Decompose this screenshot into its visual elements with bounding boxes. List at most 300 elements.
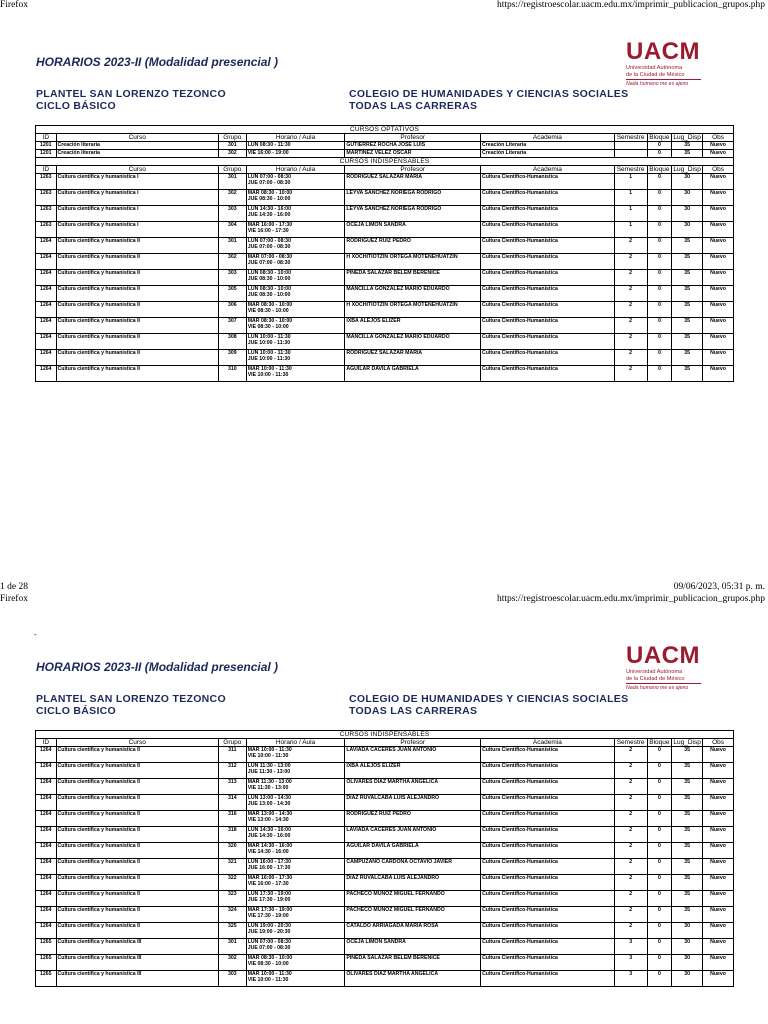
cell-semestre — [614, 859, 647, 875]
cell-grupo-text: 321 — [228, 859, 237, 865]
cell-lug-disp-text: 30 — [684, 206, 691, 212]
cell-horario-text: VIE 16:00 - 19:00 — [247, 150, 289, 156]
table-row — [36, 827, 734, 843]
cell-lug-disp-text: 35 — [684, 302, 691, 308]
cell-bloque — [647, 334, 672, 350]
cell-curso — [56, 318, 218, 334]
cell-grupo — [218, 350, 246, 366]
cell-grupo — [218, 190, 246, 206]
cell-semestre — [614, 827, 647, 843]
cell-grupo — [218, 763, 246, 779]
cell-curso — [56, 971, 218, 987]
cell-bloque-text: 0 — [657, 174, 661, 180]
cell-academia-text: Cultura Científico-Humanística — [482, 763, 558, 769]
table-row — [36, 302, 734, 318]
cell-curso — [56, 286, 218, 302]
cell-horario-text: VIE 13:00 - 14:30 — [247, 817, 289, 823]
cell-academia-text: Cultura Científico-Humanística — [482, 254, 558, 260]
table-row — [36, 286, 734, 302]
table-row — [36, 142, 734, 150]
cell-profesor-text: AGUILAR DAVILA GABRIELA — [346, 366, 419, 372]
cell-profesor-text: MARTINEZ VELEZ OSCAR — [346, 150, 412, 156]
cell-id-text: 1264 — [40, 875, 52, 881]
cell-lug-disp-text: 35 — [684, 891, 691, 897]
cell-bloque — [647, 206, 672, 222]
cell-horario-text: JUE 10:00 - 11:30 — [247, 356, 291, 362]
table-row — [36, 366, 734, 382]
cell-horario — [246, 923, 345, 939]
cell-academia — [481, 747, 615, 763]
cell-bloque — [647, 150, 672, 158]
table-row — [36, 174, 734, 190]
cell-horario-text: VIE 08:30 - 10:00 — [247, 308, 289, 314]
cell-horario — [246, 190, 345, 206]
cell-bloque-text: 0 — [657, 747, 661, 753]
cell-horario-text: MAR 10:00 - 11:30 — [247, 366, 292, 372]
cell-horario-text: VIE 08:30 - 10:00 — [247, 324, 289, 330]
cell-academia-text: Cultura Científico-Humanística — [482, 955, 558, 961]
column-header: Lug_Disp — [673, 739, 701, 746]
cell-grupo — [218, 222, 246, 238]
page-url[interactable]: https://registroescolar.uacm.edu.mx/imprimir_publicacion_grupos.php — [496, 0, 765, 10]
cell-grupo-text: 308 — [228, 334, 237, 340]
cell-lug-disp — [672, 827, 703, 843]
cell-grupo — [218, 875, 246, 891]
column-header: Lug_Disp — [673, 166, 701, 173]
cell-horario-text: VIE 08:30 - 10:00 — [247, 961, 289, 967]
cell-horario-text: JUE 08:30 - 10:00 — [247, 292, 291, 298]
cell-semestre-text: 3 — [629, 939, 633, 945]
cell-lug-disp — [672, 334, 703, 350]
cell-horario-text: VIE 10:00 - 11:30 — [247, 753, 289, 759]
page-count: 1 de 28 — [0, 582, 28, 592]
cell-bloque-text: 0 — [657, 843, 661, 849]
cell-obs-text: Nuevo — [710, 827, 726, 833]
cell-semestre-text: 2 — [629, 811, 633, 817]
cell-curso — [56, 923, 218, 939]
cell-horario-text: MAR 10:00 - 11:30 — [247, 747, 292, 753]
cell-obs-text: Nuevo — [710, 174, 726, 180]
cell-profesor-text: MANCILLA GONZALEZ MARIO EDUARDO — [346, 286, 450, 292]
cell-bloque — [647, 350, 672, 366]
cell-id — [36, 907, 57, 923]
cell-semestre-text: 1 — [629, 222, 633, 228]
cell-grupo-text: 312 — [228, 763, 237, 769]
cell-profesor-text: PACHECO MUÑOZ MIGUEL FERNANDO — [346, 891, 445, 897]
cell-lug-disp — [672, 795, 703, 811]
cell-id — [36, 222, 57, 238]
cell-semestre-text: 2 — [629, 875, 633, 881]
cell-lug-disp-text: 35 — [684, 238, 691, 244]
cell-id-text: 1264 — [40, 843, 52, 849]
cell-academia — [481, 270, 615, 286]
cell-curso-text: Cultura científica y humanística II — [57, 254, 140, 260]
cell-profesor-text: IXBA ALEJOS ELIZER — [346, 763, 401, 769]
cell-profesor — [345, 174, 481, 190]
cell-curso-text: Cultura científica y humanística I — [57, 206, 139, 212]
cell-semestre — [614, 955, 647, 971]
cell-semestre-text: 2 — [629, 763, 633, 769]
cell-bloque-text: 0 — [657, 923, 661, 929]
cell-bloque — [647, 286, 672, 302]
cell-id — [36, 174, 57, 190]
cell-curso — [56, 222, 218, 238]
browser-name-2: Firefox — [0, 594, 28, 604]
cell-curso-text: Cultura científica y humanística II — [57, 779, 140, 785]
cell-profesor-text: PINEDA SALAZAR BELEM BERENICE — [346, 955, 440, 961]
column-header: ID — [36, 739, 57, 747]
cell-obs-text: Nuevo — [710, 875, 726, 881]
cell-bloque — [647, 142, 672, 150]
cell-lug-disp — [672, 875, 703, 891]
cell-academia-text: Cultura Científico-Humanística — [482, 971, 558, 977]
cell-id — [36, 334, 57, 350]
cell-id — [36, 150, 57, 158]
cell-semestre-text: 1 — [629, 206, 633, 212]
cell-horario — [246, 142, 345, 150]
cell-curso — [56, 907, 218, 923]
column-header: Semestre — [614, 166, 647, 174]
cell-bloque — [647, 366, 672, 382]
cell-id-text: 1264 — [40, 350, 52, 356]
cell-grupo-text: 307 — [228, 318, 237, 324]
cell-semestre — [614, 150, 647, 158]
cell-grupo-text: 320 — [228, 843, 237, 849]
cell-horario-text: MAR 14:30 - 16:00 — [247, 843, 293, 849]
section-header — [36, 731, 734, 739]
cell-obs — [703, 939, 734, 955]
cell-horario — [246, 859, 345, 875]
column-header: Profesor — [345, 134, 481, 142]
cell-grupo — [218, 254, 246, 270]
cell-grupo — [218, 302, 246, 318]
cell-lug-disp — [672, 190, 703, 206]
cell-academia — [481, 843, 615, 859]
cell-horario-text: JUE 07:00 - 08:30 — [247, 260, 291, 266]
cell-id — [36, 939, 57, 955]
cell-id — [36, 350, 57, 366]
cell-profesor — [345, 254, 481, 270]
cell-horario-text: LUN 16:00 - 17:30 — [247, 859, 291, 865]
cell-curso-text: Creación literaria — [57, 150, 100, 156]
cell-academia-text: Cultura Científico-Humanística — [482, 222, 558, 228]
cell-obs — [703, 779, 734, 795]
cell-curso-text: Cultura científica y humanística I — [57, 190, 139, 196]
table-row — [36, 939, 734, 955]
cell-academia-text: Cultura Científico-Humanística — [482, 811, 558, 817]
cell-academia — [481, 150, 615, 158]
cell-id — [36, 795, 57, 811]
cell-profesor-text: OLIVARES DIAZ MARTHA ANGELICA — [346, 779, 439, 785]
cell-profesor — [345, 779, 481, 795]
cell-academia-text: Creación Literaria — [482, 150, 527, 156]
cell-horario-text: LUN 14:30 - 16:00 — [247, 206, 291, 212]
cell-bloque — [647, 222, 672, 238]
cell-horario-text: VIE 10:00 - 11:30 — [247, 372, 289, 378]
cell-bloque-text: 0 — [657, 206, 661, 212]
cell-bloque-text: 0 — [657, 150, 661, 156]
cell-curso — [56, 254, 218, 270]
cell-grupo — [218, 811, 246, 827]
logo-line1-2: Universidad Autónoma — [626, 669, 683, 675]
column-header: Obs — [703, 166, 734, 174]
cell-semestre — [614, 939, 647, 955]
colegio-block-2 — [349, 694, 628, 717]
cell-academia — [481, 206, 615, 222]
cell-academia — [481, 350, 615, 366]
cell-profesor — [345, 891, 481, 907]
cell-grupo — [218, 891, 246, 907]
cell-bloque-text: 0 — [657, 811, 661, 817]
column-header: ID — [36, 166, 57, 174]
cell-horario — [246, 150, 345, 158]
cell-semestre — [614, 286, 647, 302]
cell-academia-text: Cultura Científico-Humanística — [482, 843, 558, 849]
cell-academia — [481, 190, 615, 206]
cell-lug-disp-text: 30 — [684, 939, 691, 945]
cell-horario-text: JUE 14:30 - 16:00 — [247, 833, 291, 839]
cell-obs — [703, 150, 734, 158]
cell-academia-text: Cultura Científico-Humanística — [482, 270, 558, 276]
cell-profesor-text: IXBA ALEJOS ELIZER — [346, 318, 401, 324]
cell-semestre-text: 2 — [629, 270, 633, 276]
cell-id-text: 1264 — [40, 747, 52, 753]
table-row — [36, 206, 734, 222]
cell-academia — [481, 891, 615, 907]
cell-horario-text: JUE 14:30 - 16:00 — [247, 212, 291, 218]
cell-academia-text: Cultura Científico-Humanística — [482, 875, 558, 881]
column-header: Horario / Aula — [246, 739, 345, 747]
cell-obs-text: Nuevo — [710, 142, 726, 148]
cell-grupo-text: 313 — [228, 779, 237, 785]
column-header-row — [36, 739, 734, 747]
cell-id — [36, 190, 57, 206]
cell-horario — [246, 763, 345, 779]
logo-rule-2 — [626, 683, 701, 684]
cell-profesor-text: H XOCHITIOTZIN ORTEGA MOTENEHUATZIN — [346, 302, 458, 308]
cell-profesor-text: LEYVA SANCHEZ NORIEGA RODRIGO — [346, 206, 442, 212]
cell-lug-disp — [672, 350, 703, 366]
cell-bloque-text: 0 — [657, 971, 661, 977]
cell-lug-disp — [672, 779, 703, 795]
ciclo-name: CICLO BÁSICO — [36, 99, 117, 112]
cell-obs — [703, 891, 734, 907]
logo-rule — [626, 79, 701, 80]
cell-lug-disp-text: 35 — [684, 270, 691, 276]
cell-id-text: 1265 — [40, 971, 52, 977]
cell-id — [36, 763, 57, 779]
cell-id-text: 1201 — [40, 150, 52, 156]
section-title: CURSOS INDISPENSABLES — [36, 158, 734, 166]
table-row — [36, 907, 734, 923]
column-header: Grupo — [218, 166, 246, 174]
cell-horario-text: JUE 13:00 - 14:30 — [247, 801, 291, 807]
cell-profesor — [345, 286, 481, 302]
column-header: Horario / Aula — [246, 166, 345, 174]
cell-horario-text: LUN 11:30 - 13:00 — [247, 763, 291, 769]
cell-obs-text: Nuevo — [710, 190, 726, 196]
cell-lug-disp-text: 30 — [684, 955, 691, 961]
cell-curso — [56, 142, 218, 150]
cell-grupo — [218, 827, 246, 843]
page-url-2[interactable]: https://registroescolar.uacm.edu.mx/imprimir_publicacion_grupos.php — [496, 594, 765, 604]
cell-horario — [246, 843, 345, 859]
cell-curso — [56, 206, 218, 222]
cell-profesor — [345, 366, 481, 382]
cell-id — [36, 286, 57, 302]
cell-id-text: 1264 — [40, 779, 52, 785]
table-row — [36, 222, 734, 238]
cell-horario — [246, 795, 345, 811]
cell-obs — [703, 206, 734, 222]
cell-academia — [481, 827, 615, 843]
cell-horario-text: MAR 16:00 - 17:30 — [247, 222, 293, 228]
cell-academia-text: Cultura Científico-Humanística — [482, 350, 558, 356]
cell-semestre-text: 2 — [629, 779, 633, 785]
cell-grupo — [218, 334, 246, 350]
cell-grupo — [218, 747, 246, 763]
cell-profesor — [345, 971, 481, 987]
cell-lug-disp-text: 35 — [684, 907, 691, 913]
cell-grupo-text: 302 — [228, 150, 237, 156]
cell-bloque — [647, 795, 672, 811]
cell-academia — [481, 763, 615, 779]
uacm-logo-2 — [626, 644, 706, 691]
cell-id-text: 1264 — [40, 923, 52, 929]
cell-academia-text: Cultura Científico-Humanística — [482, 795, 558, 801]
cell-horario-text: VIE 11:30 - 13:00 — [247, 785, 289, 791]
cell-id-text: 1265 — [40, 955, 52, 961]
colegio-name: COLEGIO DE HUMANIDADES Y CIENCIAS SOCIALES — [349, 88, 629, 100]
cell-horario-text: MAR 08:30 - 10:00 — [247, 302, 293, 308]
cell-horario — [246, 875, 345, 891]
cell-semestre-text: 2 — [629, 843, 633, 849]
cell-academia — [481, 286, 615, 302]
cell-profesor — [345, 843, 481, 859]
cell-profesor-text: RODRIGUEZ SALAZAR MARIA — [346, 174, 423, 180]
cell-curso — [56, 811, 218, 827]
column-header: Horario / Aula — [246, 134, 345, 142]
cell-id — [36, 142, 57, 150]
cell-curso-text: Cultura científica y humanística II — [57, 302, 140, 308]
cell-academia — [481, 971, 615, 987]
cell-profesor — [345, 811, 481, 827]
cell-grupo — [218, 270, 246, 286]
table-row — [36, 779, 734, 795]
cell-id-text: 1264 — [40, 254, 52, 260]
cell-profesor-text: LEYVA SANCHEZ NORIEGA RODRIGO — [346, 190, 442, 196]
cell-bloque-text: 0 — [657, 827, 661, 833]
cell-curso-text: Cultura científica y humanística II — [57, 859, 140, 865]
cell-horario-text: MAR 11:30 - 13:00 — [247, 779, 292, 785]
cell-horario — [246, 971, 345, 987]
cell-grupo — [218, 238, 246, 254]
cell-obs-text: Nuevo — [710, 939, 726, 945]
cell-curso — [56, 334, 218, 350]
cell-obs — [703, 222, 734, 238]
cell-curso-text: Cultura científica y humanística III — [57, 939, 142, 945]
cell-obs — [703, 238, 734, 254]
cell-semestre — [614, 811, 647, 827]
cell-obs-text: Nuevo — [710, 971, 726, 977]
cell-lug-disp-text: 35 — [684, 366, 691, 372]
cell-horario-text: MAR 08:30 - 10:00 — [247, 955, 293, 961]
table-row — [36, 254, 734, 270]
cell-curso — [56, 302, 218, 318]
cell-lug-disp-text: 30 — [684, 190, 691, 196]
cell-lug-disp-text: 35 — [684, 254, 691, 260]
column-header: Profesor — [345, 166, 481, 174]
cell-lug-disp-text: 35 — [684, 859, 691, 865]
cell-bloque — [647, 238, 672, 254]
column-header: Semestre — [614, 134, 647, 142]
cell-grupo-text: 303 — [228, 971, 237, 977]
cell-semestre — [614, 747, 647, 763]
cell-obs-text: Nuevo — [710, 222, 726, 228]
cell-horario-text: MAR 16:00 - 17:30 — [247, 875, 293, 881]
cell-obs — [703, 174, 734, 190]
cell-curso — [56, 827, 218, 843]
cell-academia-text: Cultura Científico-Humanística — [482, 366, 558, 372]
cell-profesor-text: DIAZ RUVALCABA LUIS ALEJANDRO — [346, 875, 439, 881]
cell-lug-disp — [672, 222, 703, 238]
cell-lug-disp — [672, 206, 703, 222]
cell-id-text: 1264 — [40, 302, 52, 308]
cell-lug-disp-text: 35 — [684, 150, 691, 156]
cell-grupo — [218, 150, 246, 158]
cell-academia — [481, 875, 615, 891]
cell-id-text: 1263 — [40, 222, 52, 228]
cell-bloque — [647, 843, 672, 859]
cell-grupo — [218, 971, 246, 987]
cell-curso-text: Cultura científica y humanística II — [57, 923, 140, 929]
table-row — [36, 334, 734, 350]
cell-semestre-text: 3 — [629, 971, 633, 977]
column-header: Grupo — [218, 134, 246, 142]
cell-grupo-text: 303 — [228, 270, 237, 276]
cell-lug-disp-text: 35 — [684, 142, 691, 148]
logo-motto-2: Nada humano me es ajeno — [626, 685, 689, 692]
cell-id — [36, 206, 57, 222]
cell-profesor — [345, 795, 481, 811]
cell-profesor-text: LAVIADA CACERES JUAN ANTONIO — [346, 747, 437, 753]
cell-grupo-text: 305 — [228, 286, 237, 292]
cell-lug-disp-text: 35 — [684, 350, 691, 356]
cell-curso — [56, 238, 218, 254]
cell-bloque — [647, 174, 672, 190]
cell-semestre — [614, 238, 647, 254]
cell-academia — [481, 779, 615, 795]
cell-obs-text: Nuevo — [710, 907, 726, 913]
cell-bloque — [647, 747, 672, 763]
cell-horario — [246, 955, 345, 971]
cell-bloque-text: 0 — [657, 366, 661, 372]
cell-profesor — [345, 150, 481, 158]
column-header: Profesor — [345, 739, 481, 747]
cell-profesor-text: RODRIGUEZ RUIZ PEDRO — [346, 238, 411, 244]
cell-academia-text: Cultura Científico-Humanística — [482, 747, 558, 753]
cell-profesor — [345, 907, 481, 923]
cell-id-text: 1264 — [40, 827, 52, 833]
cell-lug-disp-text: 30 — [684, 174, 691, 180]
cell-horario — [246, 206, 345, 222]
cell-horario — [246, 827, 345, 843]
cell-grupo-text: 325 — [228, 923, 237, 929]
cell-curso-text: Creación literaria — [57, 142, 100, 148]
cell-profesor-text: PINEDA SALAZAR BELEM BERENICE — [346, 270, 440, 276]
colegio-name-2: COLEGIO DE HUMANIDADES Y CIENCIAS SOCIALES — [349, 693, 629, 705]
cell-obs-text: Nuevo — [710, 955, 726, 961]
